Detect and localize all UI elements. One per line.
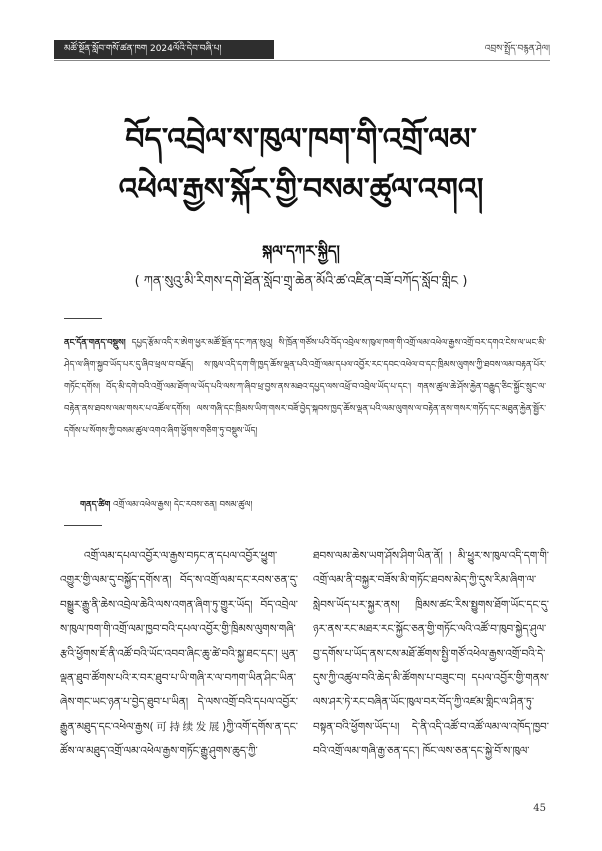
keywords-block xyxy=(80,496,546,519)
abstract-label: ནང་དོན་གནད་བསྡུས། xyxy=(64,338,126,348)
keywords-text: འགྲོ་ལམ་འཕེལ་རྒྱས། དེང་རབས་ཅན། བསམ་ཚུལ། xyxy=(113,500,253,510)
abstract-block xyxy=(64,332,546,442)
abstract-top-rule xyxy=(64,318,102,319)
keywords-label: གནད་ཚིག xyxy=(80,500,111,510)
journal-header-tab xyxy=(54,40,274,59)
page-number: 45 xyxy=(533,803,546,814)
article-title-line-2: འཕེལ་རྒྱས་སྐོར་གྱི་བསམ་ཚུལ་འགའ། xyxy=(118,172,484,207)
abstract-text: དཔྱད་རྩོམ་འདི་ར་ཨེག་ཕྱར་མཚོ་སྔོན་དང་ཀན་སུའུ། སི་ཁྲོན་གཙོས་པའི་བོད་འབྲེལ་ས་ཁུལ་ཁག་གི་འགྲོ་ལམ་འཕེལ་རྒྱས་འགྲོ་བར་དགའ་ངེས་ལ་ཡང་མི་ཤེད་ལ་ཞིག་སྐྱབ་ཡོད་པར་དུ་ཞིབ་ཕྲལ་བ་བརྗོད། ས་ཁུལ་འདི་དག་གི་ཁྱད་ཆོས་ལྡན་པའི་འགྲོ་ལམ་དཔལ་འབྱོར་རང་དབང་འཕེལ་བ་དང་ཁྲིམས་ལུགས་ཀྱི་ཐབས་ལམ་བརྟན་པོར་གཏོང་དགོས། བོད་མི་དགེ་བའི་འགྲོ་ལམ་ཐོག་ལ་ཡོད་པའི་ལས་ཀ་ཞིབ་ཕྲ་བྱས་ནས་མཐའ་དཔྱད་ལས་འཕྲོ་བ་འབྲེལ་ཡོད་པ་དང་། གནས་ཚུལ་ཆེ་ཤོས་རྐྱེན་བརྒྱུད་ཅིང་སྐྱོང་སྲུང་ལ་བརྟེན་ནས་ཐབས་ལམ་གསར་པ་འཚོལ་དགོས། ལས་གཞི་དང་ཁྲིམས་ཡིག་གསར་བཟོ་བྱེད་སྐབས་ཁྱད་ཆོས་ལྡན་པའི་ལམ་ལུགས་ལ་བརྟེན་ནས་གསར་གཏོད་དང་མཐུན་རྐྱེན་སྦྱོར་དགོས་པ་སོགས་ཀྱི་བསམ་ཚུལ་འགའ་ཞིག་ཕྱོགས་གཅིག་ཏུ་བསྡུས་ཡོད། xyxy=(64,338,546,436)
header-divider xyxy=(54,60,550,61)
section-header-label: འབྲས་སྤྲོད་བརྙན་ཤེལ། xyxy=(484,44,550,54)
abstract-bottom-rule xyxy=(64,525,102,526)
author-affiliation: ( ཀན་སུའུ་མི་རིགས་དགེ་ཐོན་སློབ་གྲྭ་ཆེན་མོའི་ཚ་འཛིན་བཟོ་བཀོད་སློབ་གླིང ) xyxy=(134,274,468,289)
body-column-right: ཐབས་ལམ་ཆེས་ཡག་ཤོས་ཤིག་ཡིན་ནོ། ། མི་ཕྱུར་ས་ཁུལ་འདི་དག་གི་འགྲོ་ལམ་ནི་བསྐྱར་བཟོས་མི་གཏོང་ཐབས་མེད་ཀྱི་དུས་རིམ་ཞིག་ལ་སླེབས་ཡོད་པར་སྐྱར་ནས། ཁྲིམས་ཚང་རིས་སྤྱུགས་ཐོག་ཡོང་དང་དུ་ཉར་ནས་རང་མཐར་རང་སྐྱོང་ཅན་གྱི་གཏོང་ལའི་འཚོ་བ་ཁུབ་སྐྱེད་ཤུལ་བྱ་དགོས་པ་ཡོད་ནས་ངས་མཐོ་ཚོགས་སྤྱི་གཙོ་འཕེལ་རྒྱས་འགྲོ་བའི་དེ་དུས་ཀྱི་འཚུལ་བའི་ཆེད་མི་ཚོགས་པ་བཟུང་བ། དཔལ་འབྱོར་གྱི་གནས་ལས་ཤར་ཏེ་རང་བཞིན་ཡོང་ཁུལ་བར་བོད་ཀྱི་འཛམ་གླིང་ལ་ཤིན་ཏུ་བསྟན་བའི་ཕྱོགས་ཡོད་པ། དེ་ནི་འདི་འཚོ་བ་འཚོ་ལམ་ལ་འཁོད་ཁྱབ་བའི་འགྲོ་ལམ་གཞི་རྒྱ་ཅན་དང་། ཁོང་ལས་ཅན་དང་སྐྱེ་བོ་ས་ཁུལ་ xyxy=(313,550,549,758)
article-title-line-1: བོད་འབྲེལ་ས་ཁུལ་ཁག་གི་འགྲོ་ལམ་ xyxy=(125,122,477,157)
body-column-left: འགྲོ་ལམ་དཔལ་འབྱོར་ལ་རྒྱས་བཏང་ན་དཔལ་འབྱོར་ཕྱུག་འགྱུར་གྱི་ལམ་དུ་བསྐྱོད་དགོས་ན། བོད་ས་འགྲོ་ལམ་དང་རབས་ཅན་དུ་བསྒྱུར་རྒྱུ་ནི་ཆེས་འབྲེལ་ཆེའི་ལས་འགན་ཞིག་ཏུ་གྱུར་ཡོད། བོད་འབྲེལ་ས་ཁུལ་ཁག་གི་འགྲོ་ལམ་ཁྱབ་བའི་དཔལ་འབྱོར་གྱི་ཁྲིམས་ལུགས་གཞི་རྩའི་ཕྱོགས་ཇོ་ནི་འཚོ་བའི་ཡོང་འབབ་ཞིང་ཆུ་ཚེ་བའི་སྐྱ་ཐང་དང་། ཡུན་ལྡན་ཐུབ་ཚོགས་པའི་ར་བར་ཐུབ་པ་ཡི་གཞི་ར་ལ་བཀག་ཡིན་ཤིང་ཡིན་ཞེས་གང་ཡང་ཉན་པ་བྱེད་ཐུབ་པ་ཡིན། དེ་ལས་འགྲོ་བའི་དཔལ་འབྱོར་རྒྱུན་མཐུད་དང་འཕེལ་རྒྱས(可持续发展)ཀྱི་འགོ་དགོས་ན་དང་ཚོས་ལ་མཐུད་འགྲོ་ལམ་འཕེལ་རྒྱས་གཏོང་རྒྱུ་ཤུགས་ཆུད་ཀྱི་ xyxy=(60,550,298,758)
journal-header-label: མཚོ་སྔོན་སློབ་གསོ་ཚན་ཁག 2024ལོའི་དེབ་བཞི་པ། xyxy=(64,44,222,54)
author-name: སྐལ་དཀར་སྐྱིད། xyxy=(262,242,340,260)
